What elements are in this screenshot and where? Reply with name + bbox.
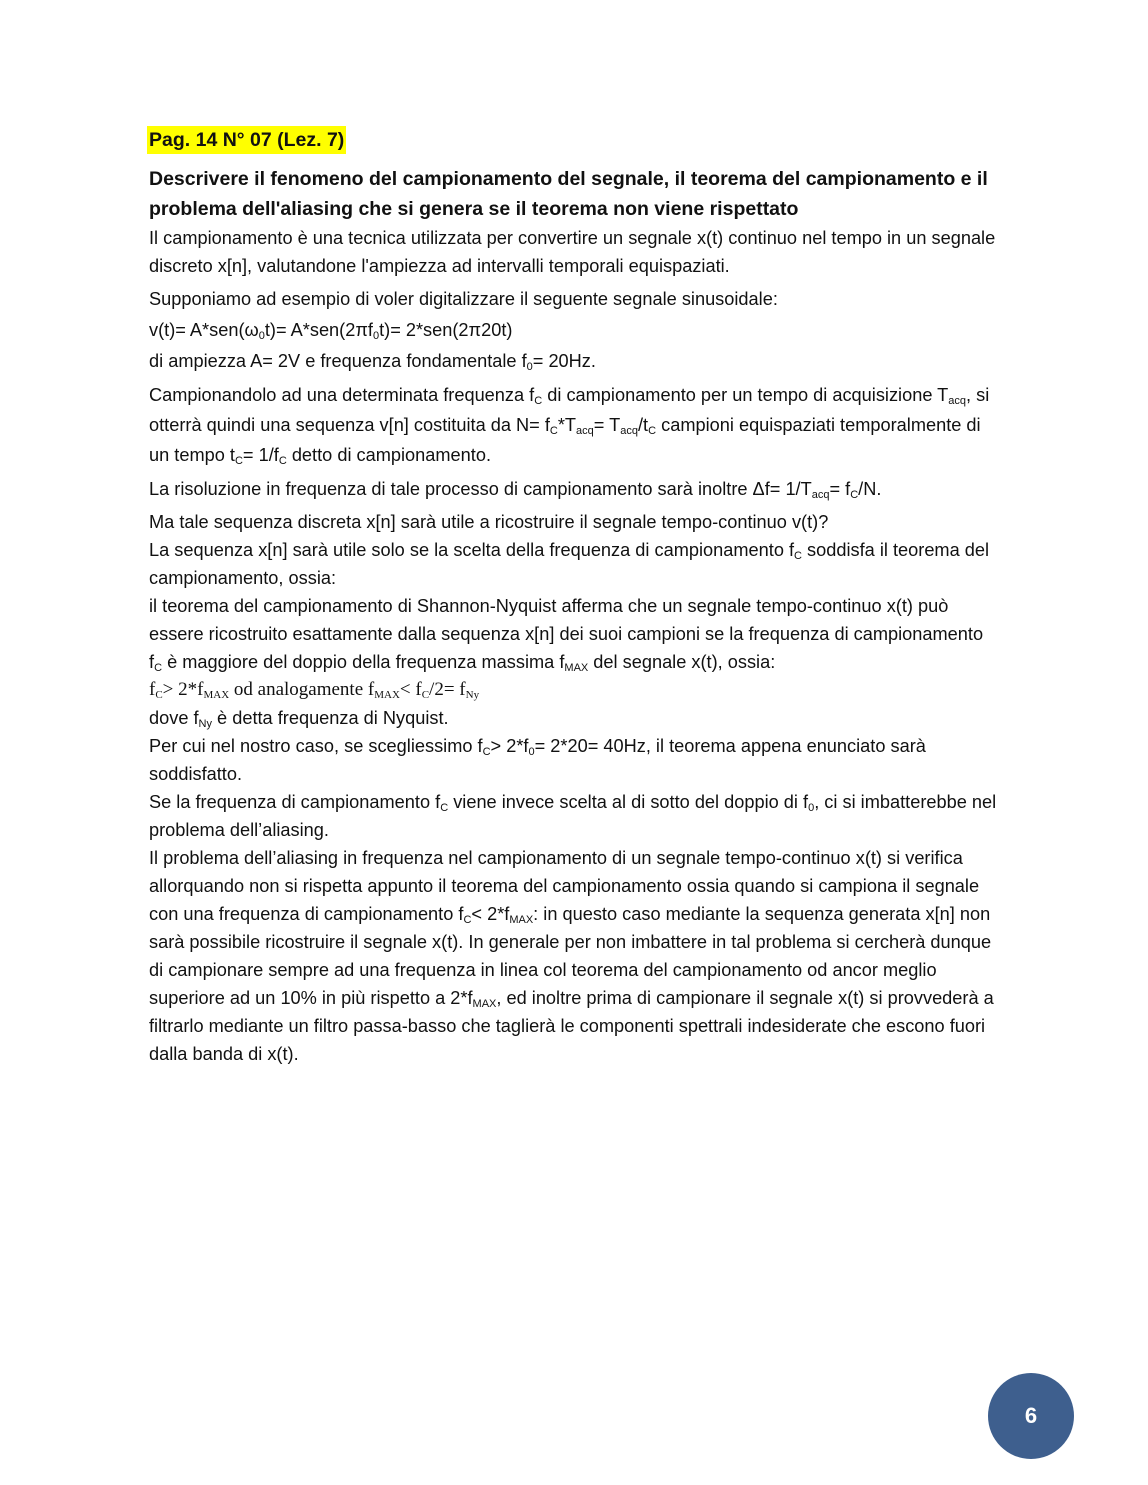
paragraph-below-double: Se la frequenza di campionamento $f_C$ viene invece scelta al di sotto del doppio di $f_0$, ci si imbatterebbe nel problema dell’aliasing. — [149, 792, 997, 840]
page-number: 6 — [1024, 1403, 1038, 1428]
paragraph-intro: Il campionamento è una tecnica utilizzata per convertire un segnale x(t) continuo nel tempo in un segnale discreto x[n], valutandone l'ampiezza ad intervalli temporali equispaziati. — [149, 228, 996, 276]
paragraph-question: Ma tale sequenza discreta x[n] sarà utile a ricostruire il segnale tempo-continuo v(t)? — [149, 512, 829, 532]
paragraph-resolution: La risoluzione in frequenza di tale processo di campionamento sarà inoltre $\Delta f= 1/T_{acq}= f_C/N$. — [149, 479, 882, 501]
paragraph-sampling: Campionandolo ad una determinata frequenza $f_C$ di campionamento per un tempo di acquisizione $T_{acq}$, si otterrà quindi una sequenza v[n] costituita da $N= f_C*T_{acq}= T_{acq}/t_C$ campioni equispaziati temporalmente di un tempo $t_C= 1/f_C$ detto di campionamento. — [149, 385, 990, 467]
question-heading: Descrivere il fenomeno del campionamento del segnale, il teorema del campionamento e il problema dell'aliasing che si genera se il teorema non viene rispettato — [149, 168, 988, 220]
document-body — [149, 126, 999, 1068]
question-reference: Pag. 14 N° 07 (Lez. 7) — [147, 126, 346, 154]
paragraph-our-case: Per cui nel nostro caso, se scegliessimo $f_C> 2*f_0= 2*20= 40Hz$, il teorema appena enunciato sarà soddisfatto. — [149, 736, 926, 784]
paragraph-example: Supponiamo ad esempio di voler digitalizzare il seguente segnale sinusoidale: — [149, 289, 778, 309]
reference-line — [149, 126, 999, 154]
paragraph-nyquist-definition: dove $f_{Ny}$ è detta frequenza di Nyquist. — [149, 708, 449, 730]
paragraph-condition: La sequenza x[n] sarà utile solo se la scelta della frequenza di campionamento $f_C$ soddisfa il teorema del campionamento, ossia: — [149, 540, 990, 588]
equation-signal: $v(t)= A*sen(\omega_0t)= A*sen(2\pi f_0t)= 2*sen(2\pi 20t)$ — [149, 320, 513, 342]
page-number-badge — [988, 1373, 1074, 1459]
paragraph-theorem: il teorema del campionamento di Shannon-Nyquist afferma che un segnale tempo-continuo x(t) può essere ricostruito esattamente dalla sequenza x[n] dei suoi campioni se la frequenza di campionamento $f_C$ è maggiore del doppio della frequenza massima $f_{MAX}$ del segnale x(t), ossia: — [149, 596, 984, 674]
paragraph-aliasing: Il problema dell’aliasing in frequenza nel campionamento di un segnale tempo-continuo x(t) si verifica allorquando non si rispetta appunto il teorema del campionamento ossia quando si campiona il segnale con una frequenza di campionamento $f_C< 2*f_{MAX}$: in questo caso mediante la sequenza generata x[n] non sarà possibile ricostruire il segnale x(t). In generale per non imbattere in tal problema si cercherà dunque di campionare sempre ad una frequenza in linea col teorema del campionamento od ancor meglio superiore ad un 10% in più rispetto a $2*f_{MAX}$, ed inoltre prima di campionare il segnale x(t) si provvederà a filtrarlo mediante un filtro passa-basso che taglierà le componenti spettrali indesiderate che escono fuori dalla banda di x(t). — [149, 848, 994, 1064]
paragraph-amplitude: di ampiezza A= 2V e frequenza fondamentale $f_0= 20Hz$. — [149, 351, 596, 373]
equation-nyquist: $f_C> 2*f_{MAX}$ od analogamente $f_{MAX}< f_C/2= f_{Ny}$ — [149, 679, 480, 701]
